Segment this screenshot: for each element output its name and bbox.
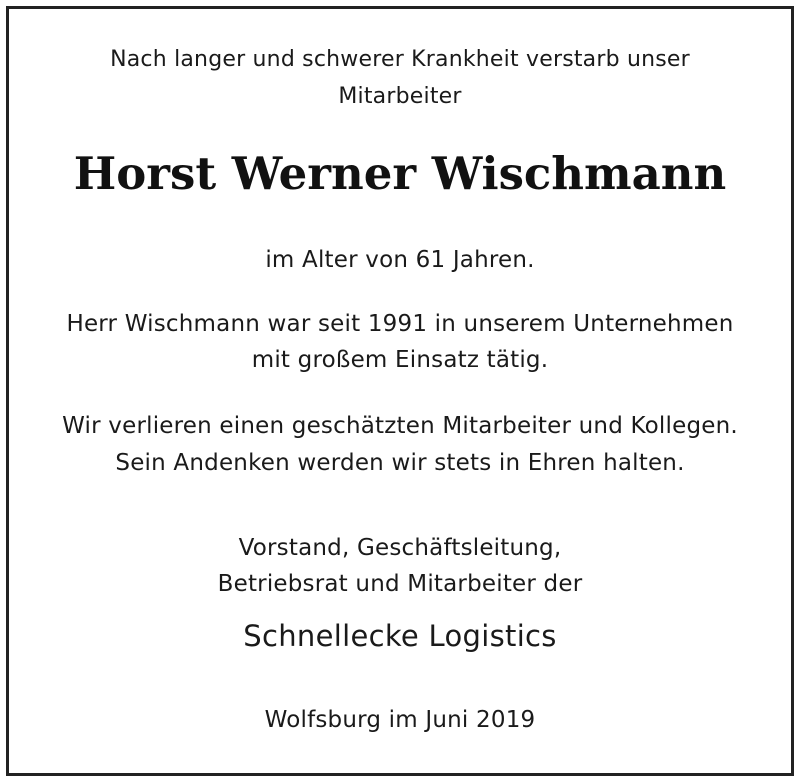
place-date: Wolfsburg im Juni 2019: [264, 707, 536, 733]
service-line-1: Herr Wischmann war seit 1991 in unserem Unternehmen: [66, 311, 734, 337]
service-line-2: mit großem Einsatz tätig.: [251, 347, 549, 373]
obituary-notice-frame: [6, 6, 794, 776]
tribute-line-1: Wir verlieren einen geschätzten Mitarbeiter und Kollegen.: [62, 413, 738, 439]
intro-line-2: Mitarbeiter: [338, 84, 462, 109]
intro-line-1: Nach langer und schwerer Krankheit verstarb unser: [110, 47, 690, 72]
signed-line-1: Vorstand, Geschäftsleitung,: [238, 535, 562, 561]
age-line: im Alter von 61 Jahren.: [265, 247, 535, 273]
tribute-line-2: Sein Andenken werden wir stets in Ehren halten.: [115, 450, 685, 476]
company-name: Schnellecke Logistics: [243, 619, 557, 653]
signed-line-2: Betriebsrat und Mitarbeiter der: [217, 571, 583, 597]
deceased-name: Horst Werner Wischmann: [73, 147, 727, 200]
